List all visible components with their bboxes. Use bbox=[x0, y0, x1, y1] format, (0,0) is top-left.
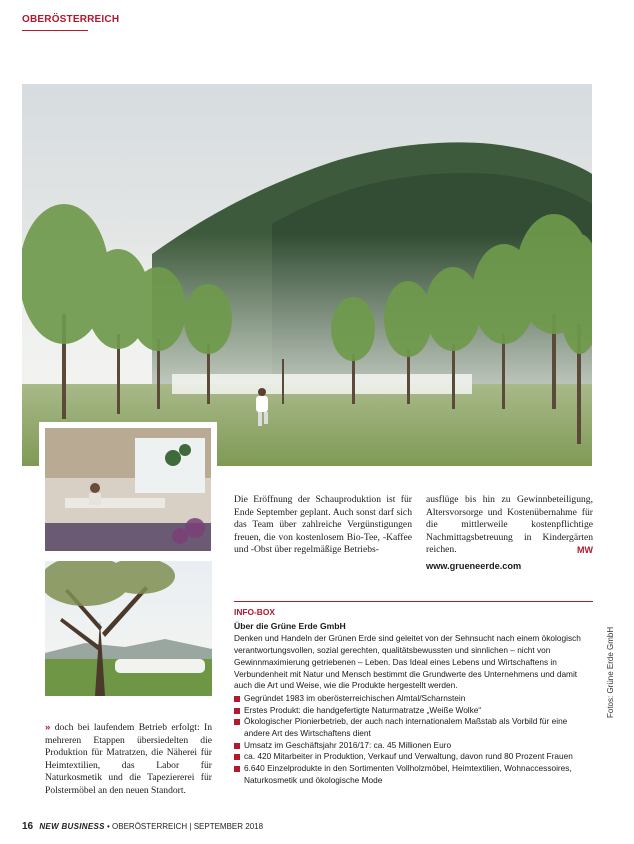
footer-section: OBERÖSTERREICH bbox=[112, 822, 188, 831]
page-footer bbox=[22, 821, 263, 832]
fact-item: Gegründet 1983 im oberösterreichischen Almtal/Scharnstein bbox=[234, 693, 593, 705]
bullet-square-icon bbox=[234, 696, 240, 702]
website-link[interactable]: www.grueneerde.com bbox=[426, 560, 522, 571]
footer-issue: SEPTEMBER 2018 bbox=[193, 822, 264, 831]
paragraph-benefits-text: ausflüge bis hin zu Gewinnbeteiligung, Altersvorsorge und Kostenübernahme für die mittlerweile kostenpflichtige Nachmittagsbetreuung in Kindergärten reichen. bbox=[426, 494, 593, 556]
inset-photo-tree bbox=[45, 561, 212, 696]
inset-photo-interior bbox=[39, 422, 217, 557]
footer-separator-dot: • bbox=[106, 822, 110, 831]
bullet-square-icon bbox=[234, 743, 240, 749]
section-rule bbox=[22, 30, 88, 31]
fact-item: 6.640 Einzelprodukte in den Sortimenten Vollholzmöbel, Heimtextilien, Wohnaccessoires, Naturkosmetik und ökologische Mode bbox=[234, 763, 593, 786]
body-column-middle bbox=[234, 494, 412, 557]
fact-item: Erstes Produkt: die handgefertigte Naturmatratze „Weiße Wolke“ bbox=[234, 705, 593, 717]
fact-item: ca. 420 Mitarbeiter in Produktion, Verkauf und Verwaltung, davon rund 80 Prozent Frauen bbox=[234, 751, 593, 763]
bullet-square-icon bbox=[234, 719, 240, 725]
continued-marker: » bbox=[45, 722, 51, 733]
info-box bbox=[234, 601, 593, 787]
bullet-square-icon bbox=[234, 708, 240, 714]
author-initials: MW bbox=[577, 545, 593, 556]
info-box-label: INFO-BOX bbox=[234, 607, 275, 617]
footer-separator-bar: | bbox=[189, 822, 192, 831]
paragraph-relocation-text: doch bei laufendem Betrieb erfolgt: In mehreren Etappen übersiedelten die Produktion für Matratzen, die Näherei für Heimtextilien, das Labor für Naturkosmetik und die Tapeziererei für Polstermöbel an den neuen Standort. bbox=[45, 722, 212, 796]
hero-photo bbox=[22, 84, 592, 466]
magazine-name: NEW BUSINESS bbox=[39, 822, 105, 831]
bullet-square-icon bbox=[234, 766, 240, 772]
paragraph-opening: Die Eröffnung der Schauproduktion ist für Ende September geplant. Auch sonst darf sich das Team über zahlreiche Vergünstigungen freuen, die von kostenlosem Bio-Tee, -Kaffee und -Obst über regelmäßige Betriebs- bbox=[234, 494, 412, 556]
fact-list bbox=[234, 693, 593, 787]
paragraph-benefits bbox=[426, 494, 593, 557]
info-box-title: Über die Grüne Erde GmbH bbox=[234, 620, 346, 631]
fact-item: Ökologischer Pionierbetrieb, der auch nach internationalem Maßstab als Vorbild für eine andere Art des Wirtschaftens dient bbox=[234, 716, 593, 739]
body-column-right bbox=[426, 494, 593, 573]
section-tag: OBERÖSTERREICH bbox=[22, 14, 120, 25]
bullet-square-icon bbox=[234, 754, 240, 760]
page-number: 16 bbox=[22, 821, 34, 832]
paragraph-relocation bbox=[45, 722, 212, 798]
photo-credit: Fotos: Grüne Erde GmbH bbox=[606, 626, 615, 718]
body-column-left bbox=[45, 722, 212, 798]
info-box-intro: Denken und Handeln der Grünen Erde sind geleitet von der Sehnsucht nach einem ökologisch verantwortungsvollen, sozial gerechten, qualitätsbewussten und sinnlichen – nicht von Gewinnmaximierung getriebenen – Leben. Das Ideal eines Lebens und Wirtschaftens in Verbundenheit mit Natur und Mensch bestimmt die Grundwerte des Unternehmens und damit auch die Art und Weise, wie die Produkte hergestellt werden. bbox=[234, 633, 581, 691]
fact-item: Umsatz im Geschäftsjahr 2016/17: ca. 45 Millionen Euro bbox=[234, 740, 593, 752]
